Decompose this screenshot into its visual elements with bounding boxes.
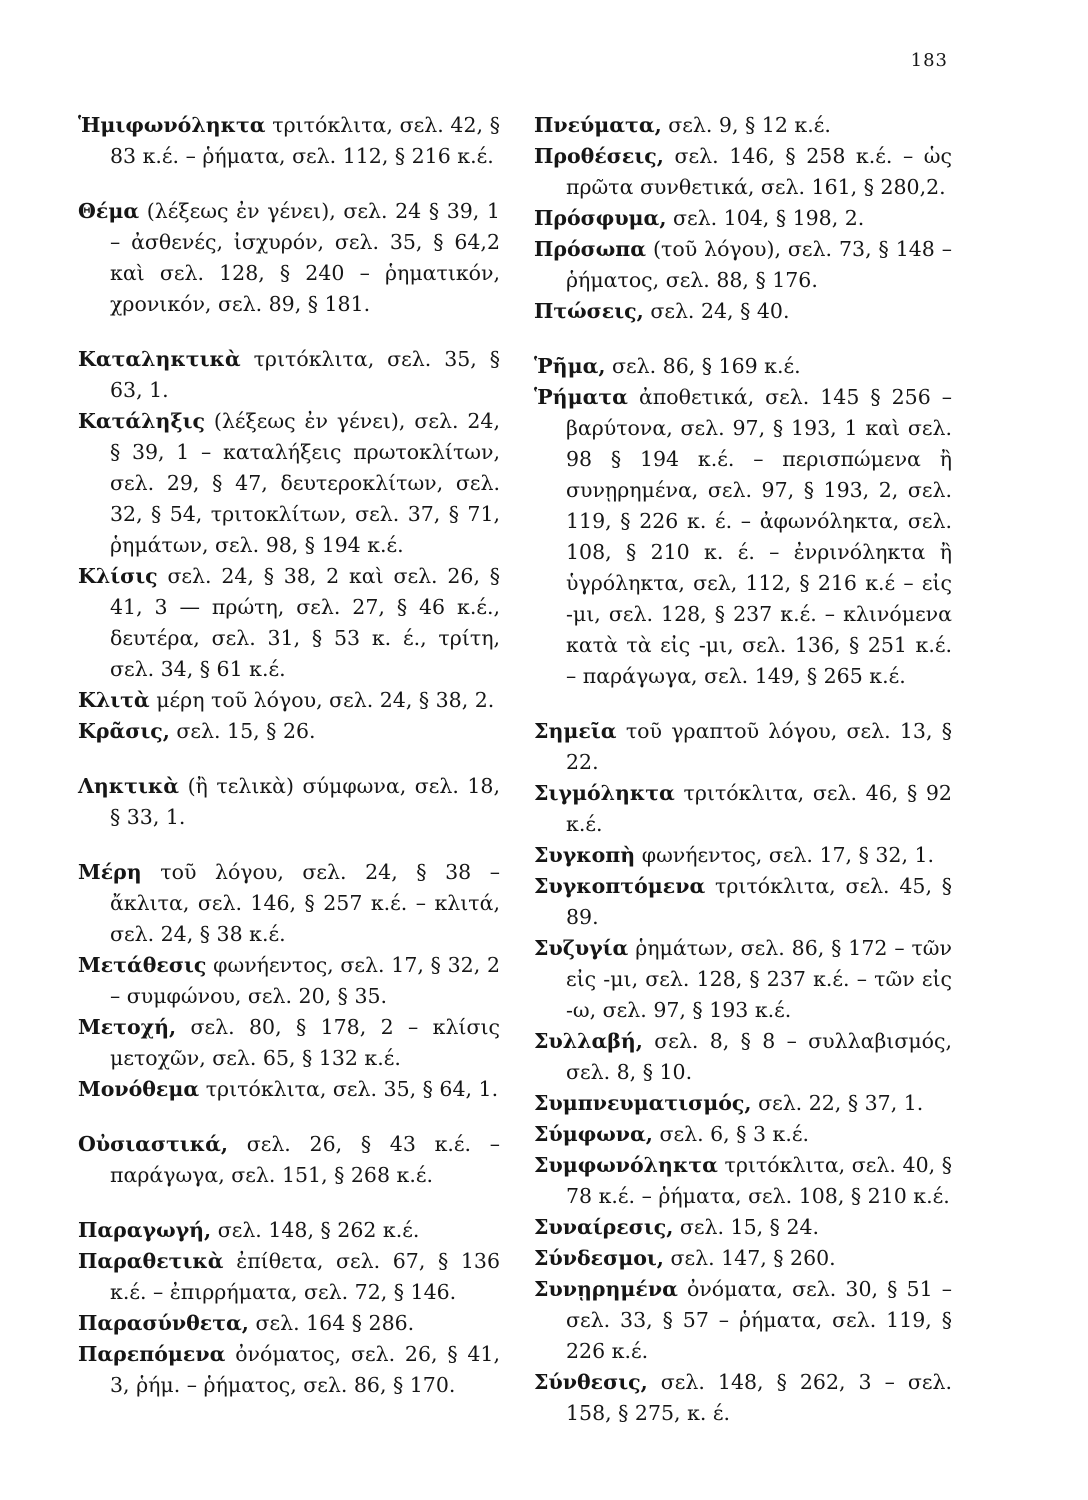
index-entry <box>534 778 952 840</box>
index-term: Προθέσεις, <box>534 144 664 168</box>
index-references: ῥημάτων, σελ. 86, § 172 – τῶν εἰς -μι, σελ. 128, § 237 κ.έ. – τῶν εἰς -ω, σελ. 97, § 193 κ.έ. <box>566 936 952 1022</box>
index-column-left <box>78 110 500 1401</box>
index-entry <box>78 344 500 406</box>
index-term: Συμφωνόληκτα <box>534 1153 718 1177</box>
index-term: Συναίρεσις, <box>534 1215 674 1239</box>
index-references: σελ. 147, § 260. <box>670 1246 836 1270</box>
index-term: Παρασύνθετα, <box>78 1311 249 1335</box>
index-references: (λέξεως ἐν γένει), σελ. 24, § 39, 1 – καταλήξεις πρωτοκλίτων, σελ. 29, § 47, δευτεροκλίτων, σελ. 32, § 54, τριτοκλίτων, σελ. 37, § 71, ῥημάτων, σελ. 98, § 194 κ.έ. <box>110 409 500 557</box>
index-term: Κλιτὰ <box>78 688 150 712</box>
index-term: Παρεπόμενα <box>78 1342 226 1366</box>
index-references: σελ. 6, § 3 κ.έ. <box>659 1122 809 1146</box>
index-entry <box>78 771 500 833</box>
index-references: σελ. 24, § 38, 2 καὶ σελ. 26, § 41, 3 — πρώτη, σελ. 27, § 46 κ.έ., δευτέρα, σελ. 31, § 53 κ. έ., τρίτη, σελ. 34, § 61 κ.έ. <box>110 564 500 681</box>
index-entry <box>534 1026 952 1088</box>
index-term: Συμπνευματισμός, <box>534 1091 752 1115</box>
index-term: Ληκτικὰ <box>78 774 180 798</box>
index-term: Πνεύματα, <box>534 113 662 137</box>
index-references: (τοῦ λόγου), σελ. 73, § 148 – ῥήματος, σελ. 88, § 176. <box>566 237 952 292</box>
index-entry <box>534 1243 952 1274</box>
index-term: Καταληκτικὰ <box>78 347 241 371</box>
index-column-right <box>534 110 952 1429</box>
index-term: Συλλαβή, <box>534 1029 643 1053</box>
index-references: φωνήεντος, σελ. 17, § 32, 1. <box>641 843 935 867</box>
index-term: Θέμα <box>78 199 140 223</box>
index-term: Συγκοπὴ <box>534 843 636 867</box>
index-references: ὀνόματα, σελ. 30, § 51 – σελ. 33, § 57 – ῥήματα, σελ. 119, § 226 κ.έ. <box>566 1277 952 1363</box>
index-references: τριτόκλιτα, σελ. 35, § 64, 1. <box>205 1077 499 1101</box>
index-references: τοῦ γραπτοῦ λόγου, σελ. 13, § 22. <box>566 719 952 774</box>
index-entry <box>78 196 500 320</box>
index-references: τριτόκλιτα, σελ. 45, § 89. <box>566 874 952 929</box>
index-entry <box>78 685 500 716</box>
index-term: Οὐσιαστικά, <box>78 1132 228 1156</box>
index-entry <box>78 857 500 950</box>
index-term: Παραγωγή, <box>78 1218 212 1242</box>
index-term: Ῥῆμα, <box>534 354 606 378</box>
page-number: 183 <box>910 50 948 71</box>
index-term: Ῥήματα <box>534 385 628 409</box>
index-references: σελ. 148, § 262 κ.έ. <box>217 1218 420 1242</box>
index-references: σελ. 9, § 12 κ.έ. <box>668 113 831 137</box>
index-entry <box>534 1367 952 1429</box>
index-references: σελ. 8, § 8 – συλλαβισμός, σελ. 8, § 10. <box>566 1029 952 1084</box>
index-entry <box>78 950 500 1012</box>
index-references: σελ. 86, § 169 κ.έ. <box>612 354 801 378</box>
index-term: Παραθετικὰ <box>78 1249 224 1273</box>
index-references: φωνήεντος, σελ. 17, § 32, 2 – συμφώνου, σελ. 20, § 35. <box>110 953 500 1008</box>
index-term: Ἡμιφωνόληκτα <box>78 113 266 137</box>
index-entry <box>534 871 952 933</box>
index-references: σελ. 15, § 26. <box>176 719 316 743</box>
index-references: τριτόκλιτα, σελ. 40, § 78 κ.έ. – ῥήματα, σελ. 108, § 210 κ.έ. <box>566 1153 952 1208</box>
index-entry <box>78 1339 500 1401</box>
index-references: σελ. 80, § 178, 2 – κλίσις μετοχῶν, σελ. 65, § 132 κ.έ. <box>110 1015 500 1070</box>
index-references: τριτόκλιτα, σελ. 46, § 92 κ.έ. <box>566 781 952 836</box>
index-term: Μετάθεσις <box>78 953 207 977</box>
index-entry <box>78 406 500 561</box>
index-term: Κρᾶσις, <box>78 719 170 743</box>
index-entry <box>78 1012 500 1074</box>
index-references: μέρη τοῦ λόγου, σελ. 24, § 38, 2. <box>156 688 495 712</box>
index-entry <box>534 296 952 327</box>
index-entry <box>534 351 952 382</box>
index-entry <box>78 1246 500 1308</box>
index-entry <box>534 1274 952 1367</box>
index-term: Συνῃρημένα <box>534 1277 678 1301</box>
index-entry <box>534 234 952 296</box>
index-entry <box>534 840 952 871</box>
index-term: Σύμφωνα, <box>534 1122 653 1146</box>
index-references: τοῦ λόγου, σελ. 24, § 38 – ἄκλιτα, σελ. 146, § 257 κ.έ. – κλιτά, σελ. 24, § 38 κ.έ. <box>110 860 500 946</box>
index-references: ἀποθετικά, σελ. 145 § 256 – βαρύτονα, σελ. 97, § 193, 1 καὶ σελ. 98 § 194 κ.έ. – περισπώμενα ἢ συνῃρημένα, σελ. 97, § 193, 2, σελ. 119, § 226 κ. έ. – ἀφωνόληκτα, σελ. 108, § 210 κ. έ. – ἐνρινόληκτα ἢ ὑγρόληκτα, σελ, 112, § 216 κ.έ – εἰς -μι, σελ. 128, § 237 κ.έ. – κλινόμενα κατὰ τὰ εἰς -μι, σελ. 136, § 251 κ.έ. – παράγωγα, σελ. 149, § 265 κ.έ. <box>566 385 952 688</box>
index-entry <box>78 1129 500 1191</box>
index-references: σελ. 15, § 24. <box>679 1215 820 1239</box>
index-entry <box>534 716 952 778</box>
index-references: τριτόκλιτα, σελ. 35, § 63, 1. <box>110 347 500 402</box>
index-entry <box>534 110 952 141</box>
index-entry <box>534 382 952 692</box>
index-references: τριτόκλιτα, σελ. 42, § 83 κ.έ. – ῥήματα, σελ. 112, § 216 κ.έ. <box>110 113 500 168</box>
index-term: Κατάληξις <box>78 409 205 433</box>
index-entry <box>534 1212 952 1243</box>
index-term: Σιγμόληκτα <box>534 781 675 805</box>
index-references: σελ. 26, § 43 κ.έ. – παράγωγα, σελ. 151, § 268 κ.έ. <box>110 1132 500 1187</box>
index-term: Πρόσφυμα, <box>534 206 667 230</box>
index-entry <box>78 561 500 685</box>
index-entry <box>78 1308 500 1339</box>
index-references: σελ. 104, § 198, 2. <box>673 206 865 230</box>
index-references: ἐπίθετα, σελ. 67, § 136 κ.έ. – ἐπιρρήματα, σελ. 72, § 146. <box>110 1249 500 1304</box>
index-term: Μονόθεμα <box>78 1077 200 1101</box>
index-references: σελ. 146, § 258 κ.έ. – ὡς πρῶτα συνθετικά, σελ. 161, § 280,2. <box>566 144 952 199</box>
index-entry <box>78 1215 500 1246</box>
index-references: σελ. 22, § 37, 1. <box>758 1091 924 1115</box>
index-entry <box>78 716 500 747</box>
index-term: Συγκοπτόμενα <box>534 874 706 898</box>
index-entry <box>534 141 952 203</box>
index-term: Πτώσεις, <box>534 299 644 323</box>
index-term: Σημεῖα <box>534 719 617 743</box>
index-references: ὀνόματος, σελ. 26, § 41, 3, ῥήμ. – ῥήματος, σελ. 86, § 170. <box>110 1342 500 1397</box>
index-references: σελ. 24, § 40. <box>650 299 790 323</box>
index-term: Μέρη <box>78 860 142 884</box>
index-entry <box>534 933 952 1026</box>
index-term: Μετοχή, <box>78 1015 177 1039</box>
index-references: σελ. 164 § 286. <box>255 1311 415 1335</box>
index-entry <box>534 203 952 234</box>
index-term: Συζυγία <box>534 936 629 960</box>
index-term: Σύνθεσις, <box>534 1370 648 1394</box>
index-references: (λέξεως ἐν γένει), σελ. 24 § 39, 1 – ἀσθενές, ἰσχυρόν, σελ. 35, § 64,2 καὶ σελ. 128, § 240 – ῥηματικόν, χρονικόν, σελ. 89, § 181. <box>110 199 500 316</box>
index-references: (ἢ τελικὰ) σύμφωνα, σελ. 18, § 33, 1. <box>110 774 500 829</box>
index-term: Σύνδεσμοι, <box>534 1246 664 1270</box>
index-term: Πρόσωπα <box>534 237 647 261</box>
index-entry <box>534 1150 952 1212</box>
index-entry <box>534 1119 952 1150</box>
index-entry <box>78 110 500 172</box>
index-entry <box>534 1088 952 1119</box>
index-references: σελ. 148, § 262, 3 – σελ. 158, § 275, κ. έ. <box>566 1370 952 1425</box>
index-entry <box>78 1074 500 1105</box>
index-term: Κλίσις <box>78 564 158 588</box>
